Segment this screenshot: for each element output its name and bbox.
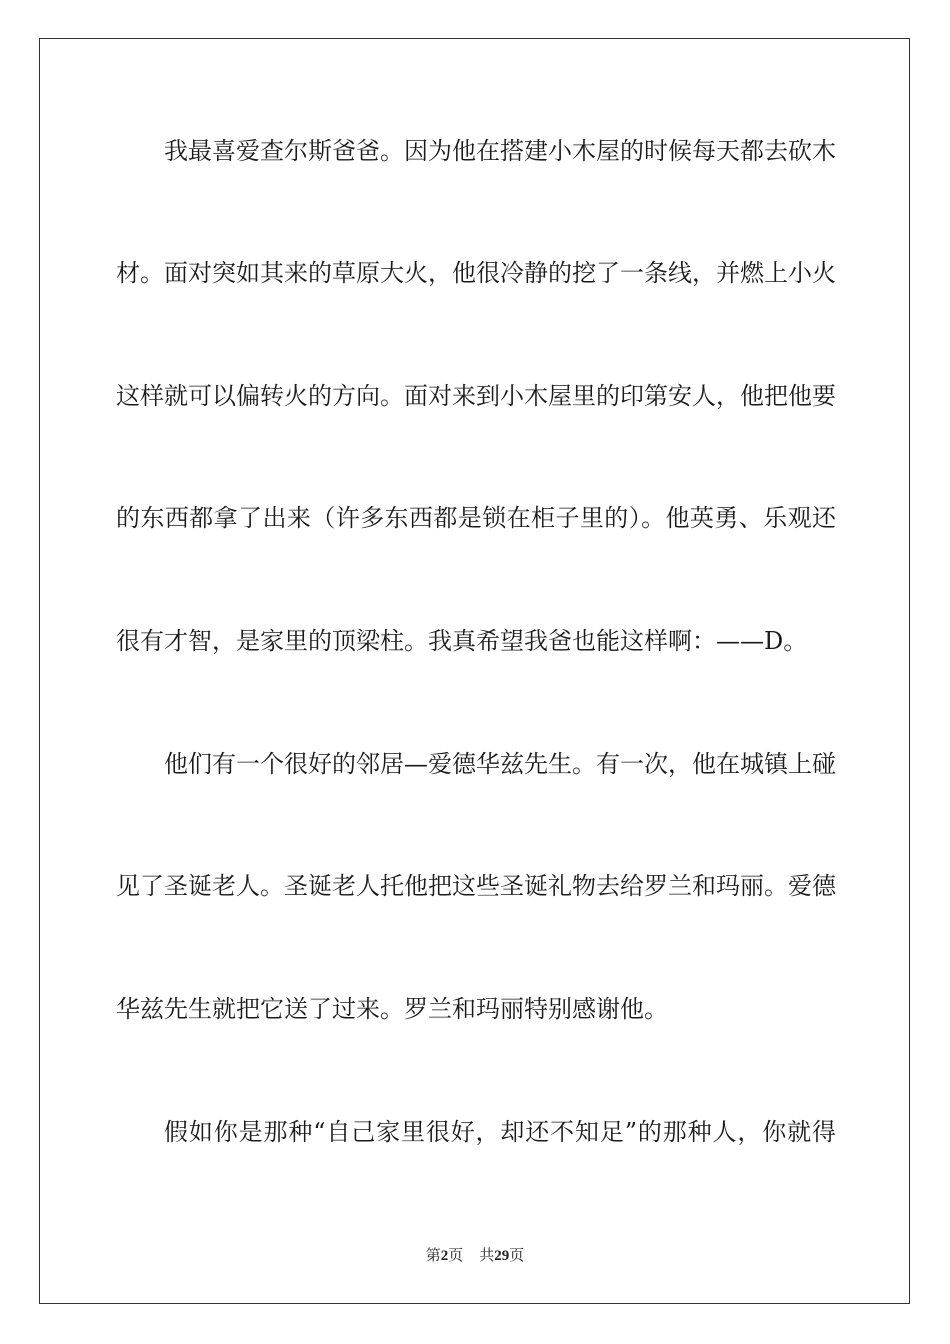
footer-total-suffix: 页 xyxy=(509,1248,525,1264)
paragraph-1-line-2: 材。面对突如其来的草原大火，他很冷静的挖了一条线，并燃上小火 xyxy=(116,259,836,287)
page-border xyxy=(39,38,910,1304)
footer-total-pages: 29 xyxy=(494,1248,510,1264)
footer-total-prefix: 共 xyxy=(479,1248,495,1264)
paragraph-2-line-2: 见了圣诞老人。圣诞老人托他把这些圣诞礼物去给罗兰和玛丽。爱德 xyxy=(116,872,836,900)
paragraph-1-line-3: 这样就可以偏转火的方向。面对来到小木屋里的印第安人，他把他要 xyxy=(116,382,836,410)
paragraph-1-line-4: 的东西都拿了出来（许多东西都是锁在柜子里的）。他英勇、乐观还 xyxy=(116,504,836,532)
paragraph-1-line-5: 很有才智，是家里的顶梁柱。我真希望我爸也能这样啊：——D。 xyxy=(116,627,808,655)
paragraph-1-line-1: 我最喜爱查尔斯爸爸。因为他在搭建小木屋的时候每天都去砍木 xyxy=(164,137,836,165)
page-footer xyxy=(0,1246,950,1266)
footer-page-suffix: 页 xyxy=(448,1248,464,1264)
footer-page-prefix: 第 xyxy=(425,1248,441,1264)
paragraph-2-line-1: 他们有一个很好的邻居—爱德华兹先生。有一次，他在城镇上碰 xyxy=(164,750,836,778)
paragraph-2-line-3: 华兹先生就把它送了过来。罗兰和玛丽特别感谢他。 xyxy=(116,995,668,1023)
paragraph-3-line-1: 假如你是那种“自己家里很好，却还不知足”的那种人，你就得 xyxy=(164,1118,836,1146)
footer-page-number: 2 xyxy=(440,1248,449,1264)
